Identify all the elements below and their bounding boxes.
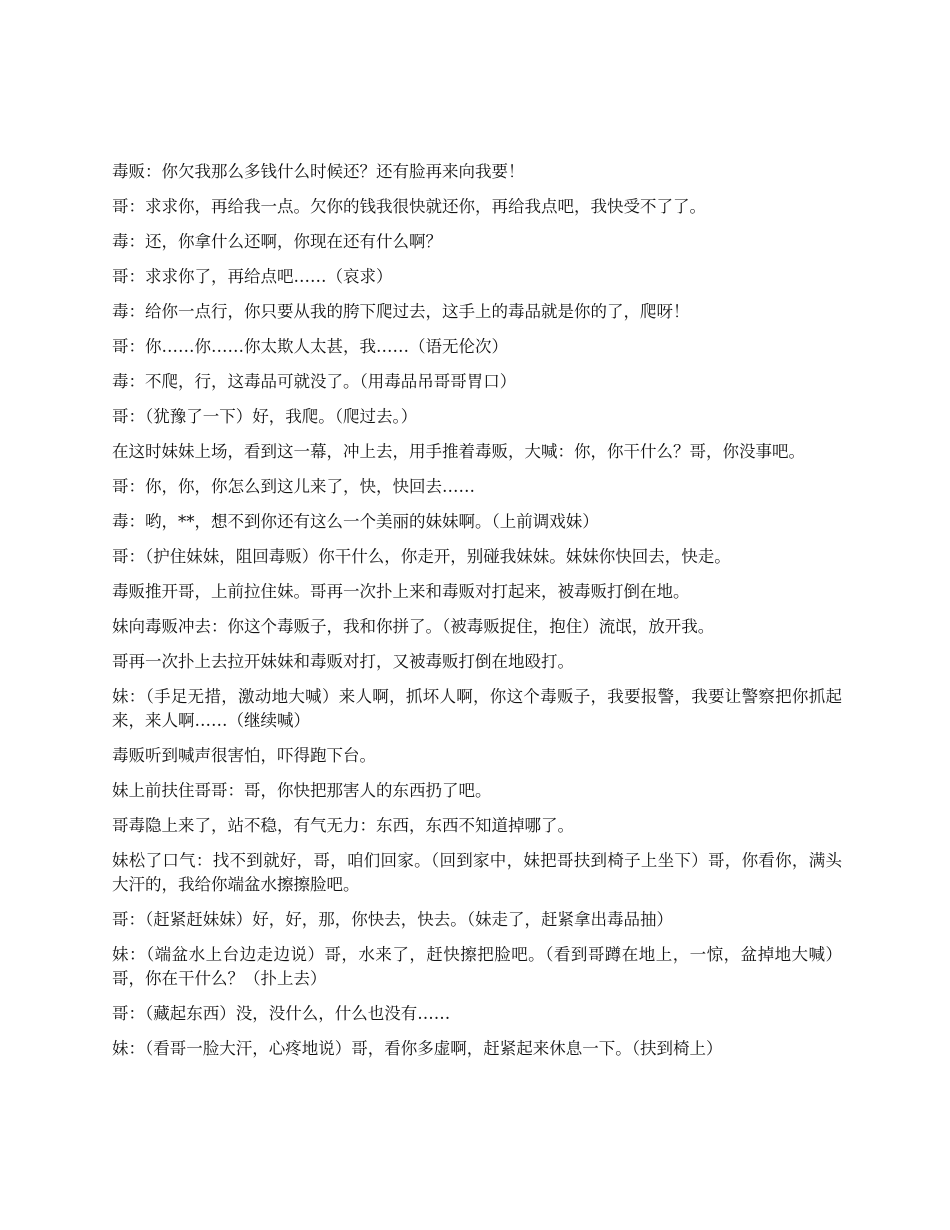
script-line: 哥：求求你，再给我一点。欠你的钱我很快就还你，再给我点吧，我快受不了了。 (112, 197, 706, 216)
stage-direction: 毒贩听到喊声很害怕，吓得跑下台。 (112, 746, 376, 765)
script-line: 哥：你，你，你怎么到这儿来了，快，快回去…… (112, 477, 475, 496)
script-line: 毒：哟，**，想不到你还有这么一个美丽的妹妹啊。（上前调戏妹） (112, 512, 599, 531)
script-line: 妹：（看哥一脸大汗，心疼地说）哥，看你多虚啊，赶紧起来休息一下。（扶到椅上） (112, 1039, 723, 1058)
script-line: 哥：（赶紧赶妹妹）好，好，那，你快去，快去。（妹走了，赶紧拿出毒品抽） (112, 910, 673, 929)
script-line: 毒：给你一点行，你只要从我的胯下爬过去，这手上的毒品就是你的了，爬呀！ (112, 302, 690, 321)
script-line: 哥：你……你……你太欺人太甚，我……（语无伦次） (112, 337, 508, 356)
script-line: 哥：（护住妹妹，阻回毒贩）你干什么，你走开，别碰我妹妹。妹妹你快回去，快走。 (112, 547, 731, 566)
script-line: 毒贩：你欠我那么多钱什么时候还？还有脸再来向我要！ (112, 162, 525, 181)
script-line: 哥毒隐上来了，站不稳，有气无力：东西，东西不知道掉哪了。 (112, 816, 574, 835)
stage-direction: 在这时妹妹上场，看到这一幕，冲上去，用手推着毒贩，大喊：你，你干什么？哥，你没事吧。 (112, 442, 805, 461)
script-line: 妹松了口气：找不到就好，哥，咱们回家。（回到家中，妹把哥扶到椅子上坐下）哥，你看你，满头大汗的，我给你端盆水擦擦脸吧。 (112, 851, 842, 894)
script-line: 毒：不爬，行，这毒品可就没了。（用毒品吊哥哥胃口） (112, 372, 517, 391)
document-page (112, 160, 842, 1072)
stage-direction: 哥再一次扑上去拉开妹妹和毒贩对打，又被毒贩打倒在地殴打。 (112, 652, 574, 671)
stage-direction: 毒贩推开哥，上前拉住妹。哥再一次扑上来和毒贩对打起来，被毒贩打倒在地。 (112, 582, 690, 601)
script-line: 妹向毒贩冲去：你这个毒贩子，我和你拼了。（被毒贩捉住，抱住）流氓，放开我。 (112, 617, 715, 636)
script-line: 哥：求求你了，再给点吧……（哀求） (112, 267, 393, 286)
script-line: 哥：（藏起东西）没，没什么，什么也没有…… (112, 1004, 451, 1023)
script-line: 妹上前扶住哥哥：哥，你快把那害人的东西扔了吧。 (112, 781, 492, 800)
script-line: 妹：（手足无措，激动地大喊）来人啊，抓坏人啊，你这个毒贩子，我要报警，我要让警察把你抓起来，来人啊……（继续喊） (112, 687, 842, 730)
script-line: 哥：（犹豫了一下）好，我爬。（爬过去。） (112, 407, 418, 426)
script-line: 妹：（端盆水上台边走边说）哥，水来了，赶快擦把脸吧。（看到哥蹲在地上，一惊，盆掉地大喊）哥，你在干什么？（扑上去） (112, 945, 842, 988)
script-line: 毒：还，你拿什么还啊，你现在还有什么啊？ (112, 232, 442, 251)
